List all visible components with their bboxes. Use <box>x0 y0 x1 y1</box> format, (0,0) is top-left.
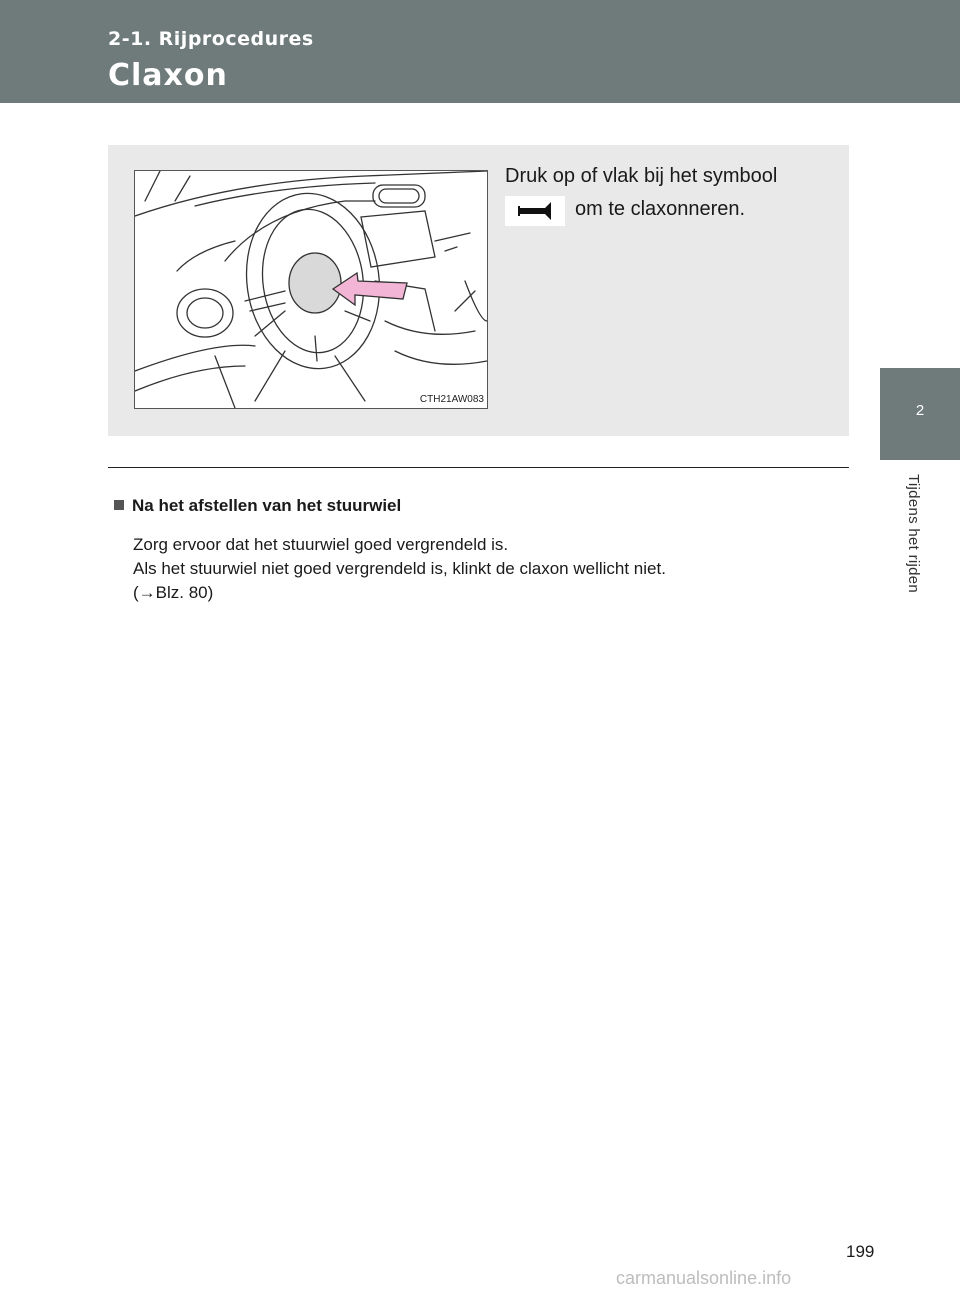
instruction-text: Druk op of vlak bij het symbool <box>505 165 778 187</box>
watermark: carmanualsonline.info <box>616 1268 792 1288</box>
illustration-code: CTH21AW083 <box>419 394 484 405</box>
note-body <box>133 533 666 605</box>
page-number: 199 <box>846 1242 875 1261</box>
instruction-text-2: om te claxonneren. <box>575 198 746 220</box>
bullet-square-icon <box>114 500 124 510</box>
section-divider <box>108 467 849 468</box>
dashboard-drawing <box>135 171 487 408</box>
steering-wheel-illustration <box>134 170 488 409</box>
header-bar <box>0 0 960 103</box>
note-line: Als het stuurwiel niet goed vergrendeld is, klinkt de claxon wellicht niet. <box>133 559 666 578</box>
chapter-label: Tijdens het rijden <box>905 474 922 594</box>
horn-pad <box>289 253 341 313</box>
press-arrow-icon <box>333 273 407 305</box>
horn-icon <box>505 196 565 226</box>
chapter-tab[interactable] <box>880 368 960 460</box>
page-reference-link[interactable]: (→Blz. 80) <box>133 583 214 602</box>
note-heading-text: Na het afstellen van het stuurwiel <box>132 496 402 515</box>
section-label: 2-1. Rijprocedures <box>108 28 314 50</box>
note-line: Zorg ervoor dat het stuurwiel goed vergrendeld is. <box>133 535 509 554</box>
note-heading <box>114 496 401 516</box>
page-title: Claxon <box>108 58 228 93</box>
chapter-number: 2 <box>915 402 925 419</box>
